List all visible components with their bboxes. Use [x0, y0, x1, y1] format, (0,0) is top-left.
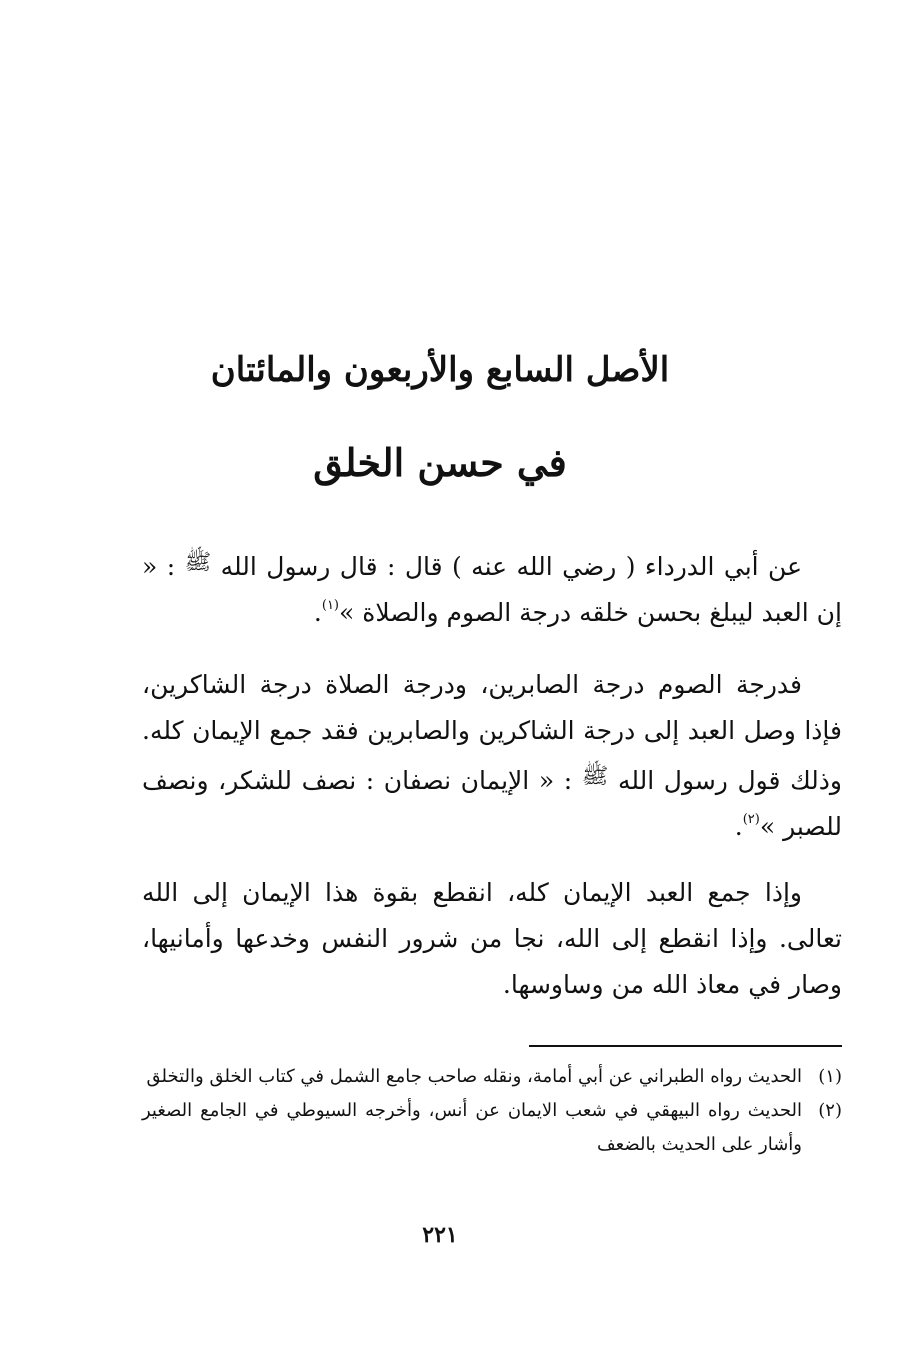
hadith-intro: عن أبي الدرداء ( رضي الله عنه ) قال : قال رسول الله [220, 552, 803, 581]
conclusion-paragraph: وإذا جمع العبد الإيمان كله، انقطع بقوة هذا الإيمان إلى الله تعالى. وإذا انقطع إلى الله، نجا من شرور النفس وخدعها وأمانيها، وصار في معاذ الله من وساوسها. [142, 878, 842, 999]
chapter-subtitle: في حسن الخلق [313, 440, 567, 485]
footnote-divider [529, 1045, 842, 1047]
hadith-end: . [313, 598, 322, 627]
explanation-text: فدرجة الصوم درجة الصابرين، ودرجة الصلاة درجة الشاكرين، فإذا وصل العبد إلى درجة الشاكرين والصابرين فقد جمع الإيمان كله. وذلك قول رسول الله [142, 670, 842, 795]
hadith-quote: « إن العبد ليبلغ بحسن خلقه درجة الصوم والصلاة » [142, 552, 842, 627]
footnote-text: الحديث رواه الطبراني عن أبي أمامة، ونقله صاحب جامع الشمل في كتاب الخلق والتخلق [146, 1066, 802, 1087]
hadith-colon: : [166, 552, 185, 581]
footnote-2 [142, 1094, 842, 1162]
footnote-ref-1: (١) [321, 598, 339, 613]
footnote-number: (٢) [818, 1100, 842, 1121]
salawat-symbol: ﷺ [184, 550, 212, 575]
chapter-title: الأصل السابع والأربعون والمائتان [210, 350, 670, 390]
footnote-1 [142, 1060, 842, 1094]
salawat-symbol-2: ﷺ [581, 764, 609, 789]
footnote-ref-2: (٢) [742, 812, 760, 827]
second-hadith-quote: : « الإيمان نصفان : نصف للشكر، ونصف للصبر » [142, 766, 842, 841]
footnotes-section [142, 1060, 842, 1162]
explanation-paragraph [142, 662, 842, 850]
footnote-text: الحديث رواه البيهقي في شعب الايمان عن أنس، وأخرجه السيوطي في الجامع الصغير وأشار على الحديث بالضعف [142, 1100, 802, 1155]
explanation-end: . [734, 812, 743, 841]
footnote-number: (١) [818, 1066, 842, 1087]
page-number: ٢٢١ [422, 1222, 458, 1248]
hadith-paragraph [142, 540, 842, 636]
